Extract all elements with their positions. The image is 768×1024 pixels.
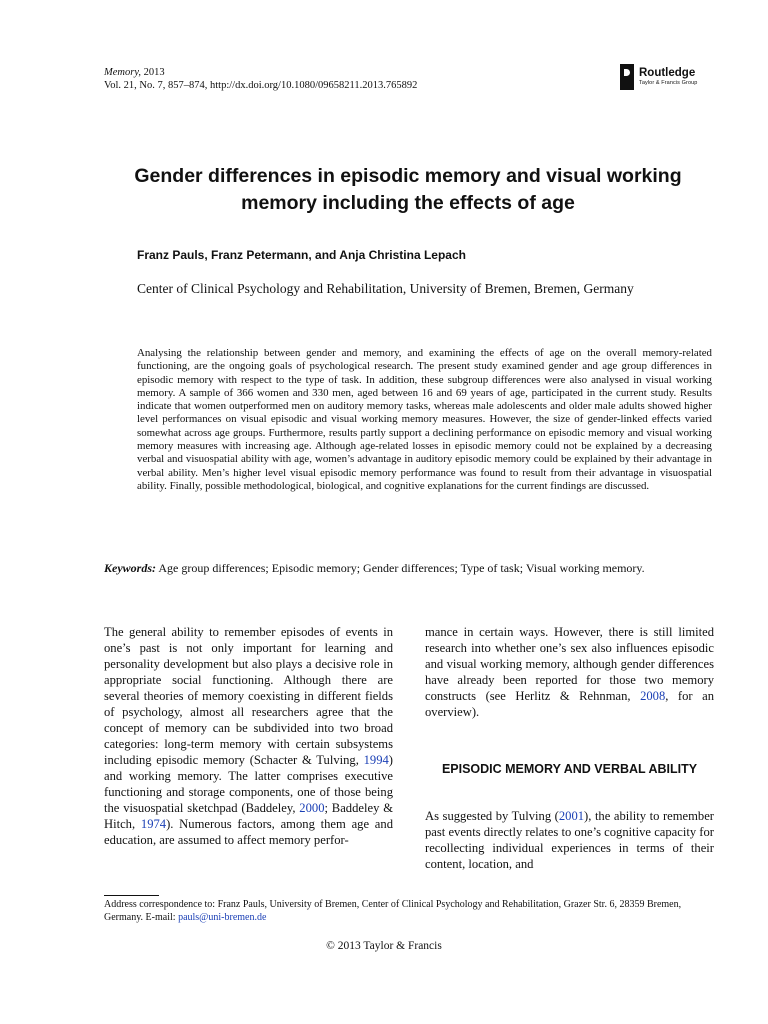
- section-paragraph: As suggested by Tulving (2001), the ability to remember past events directly relates to one’s cognitive capacity for recollecting individual experiences in terms of their content, location, and: [425, 809, 714, 871]
- section-heading: EPISODIC MEMORY AND VERBAL ABILITY: [441, 762, 698, 776]
- volume-doi-line: Vol. 21, No. 7, 857–874, http://dx.doi.org/10.1080/09658211.2013.765892: [104, 80, 418, 91]
- affiliation: Center of Clinical Psychology and Rehabilitation, University of Bremen, Bremen, Germany: [137, 281, 634, 296]
- body-column-right-section: [425, 808, 714, 872]
- running-header: [104, 66, 417, 92]
- citation-link[interactable]: 2008: [640, 689, 666, 703]
- body-column-left: [104, 624, 393, 848]
- routledge-logo-icon: [620, 64, 634, 90]
- email-link[interactable]: pauls@uni-bremen.de: [178, 912, 267, 923]
- footnote-divider: [104, 895, 159, 896]
- intro-paragraph: The general ability to remember episodes of events in one’s past is not only important for learning and personality development but also plays a decisive role in appropriate social functioning. Although there are several theories of memory coexisting in different fields of psychology, almost all researchers agree that the concept of memory can be subdivided into two broad categories: long-term memory with certain subsystems including episodic memory (Schacter & Tulving, 1994) and working memory. The latter comprises executive functioning and storage components, one of those being the visuospatial sketchpad (Baddeley, 2000; Baddeley & Hitch, 1974). Numerous factors, among them age and education, are assumed to affect memory perfor-: [104, 625, 393, 847]
- abstract: Analysing the relationship between gender and memory, and examining the effects of age on the overall memory-related functioning, are the ongoing goals of psychological research. The present study examined gender and age group differences in episodic memory with respect to the type of task. In addition, these subgroup differences were also analysed in visual working memory. A sample of 366 women and 330 men, aged between 16 and 69 years of age, participated in the current study. Results indicate that women outperformed men on auditory memory tasks, whereas male adolescents and older male adults showed higher level performances on visual episodic and visual working memory measures. However, the size of gender-linked effects varied somewhat across age groups. Furthermore, results partly support a declining performance on episodic memory and visual working memory measures with increasing age. Although age-related losses in episodic memory could not be explained by a decreasing verbal and visuospatial ability with age, women’s advantage in auditory episodic memory could be explained by their advantage in verbal ability. Men’s higher level visual episodic memory performance was found to result from their advantage in visuospatial ability. Finally, possible methodological, biological, and cognitive explanations for the current findings are discussed.: [137, 347, 712, 492]
- publisher-name: Routledge: [639, 67, 696, 79]
- citation-link[interactable]: 2001: [558, 809, 585, 823]
- citation-link[interactable]: 2000: [299, 801, 325, 815]
- author-list: Franz Pauls, Franz Petermann, and Anja Christina Lepach: [137, 248, 466, 262]
- intro-paragraph-continued: mance in certain ways. However, there is still limited research into whether one’s sex also influences episodic and visual working memory, although gender differences have already been reported for those two memory constructs (see Herlitz & Rehnman, 2008, for an overview).: [425, 625, 714, 719]
- publisher-logo: [620, 64, 697, 90]
- publisher-group: Taylor & Francis Group: [639, 80, 698, 86]
- copyright-line: © 2013 Taylor & Francis: [326, 940, 442, 952]
- journal-name: Memory,: [104, 67, 142, 78]
- body-column-right: [425, 624, 714, 720]
- correspondence-footnote: Address correspondence to: Franz Pauls, University of Bremen, Center of Clinical Psychology and Rehabilitation, Grazer Str. 6, 28359 Bremen, Germany. E-mail: pauls@uni-bremen.de: [104, 899, 682, 923]
- citation-link[interactable]: 1974: [140, 817, 167, 831]
- journal-year: 2013: [141, 67, 165, 78]
- citation-link[interactable]: 1994: [363, 753, 389, 767]
- keywords: [104, 562, 714, 576]
- keywords-label: Keywords:: [104, 561, 156, 575]
- keywords-text: Age group differences; Episodic memory; Gender differences; Type of task; Visual working memory.: [156, 561, 645, 575]
- article-title: Gender differences in episodic memory and visual working memory including the effects of age: [134, 165, 682, 214]
